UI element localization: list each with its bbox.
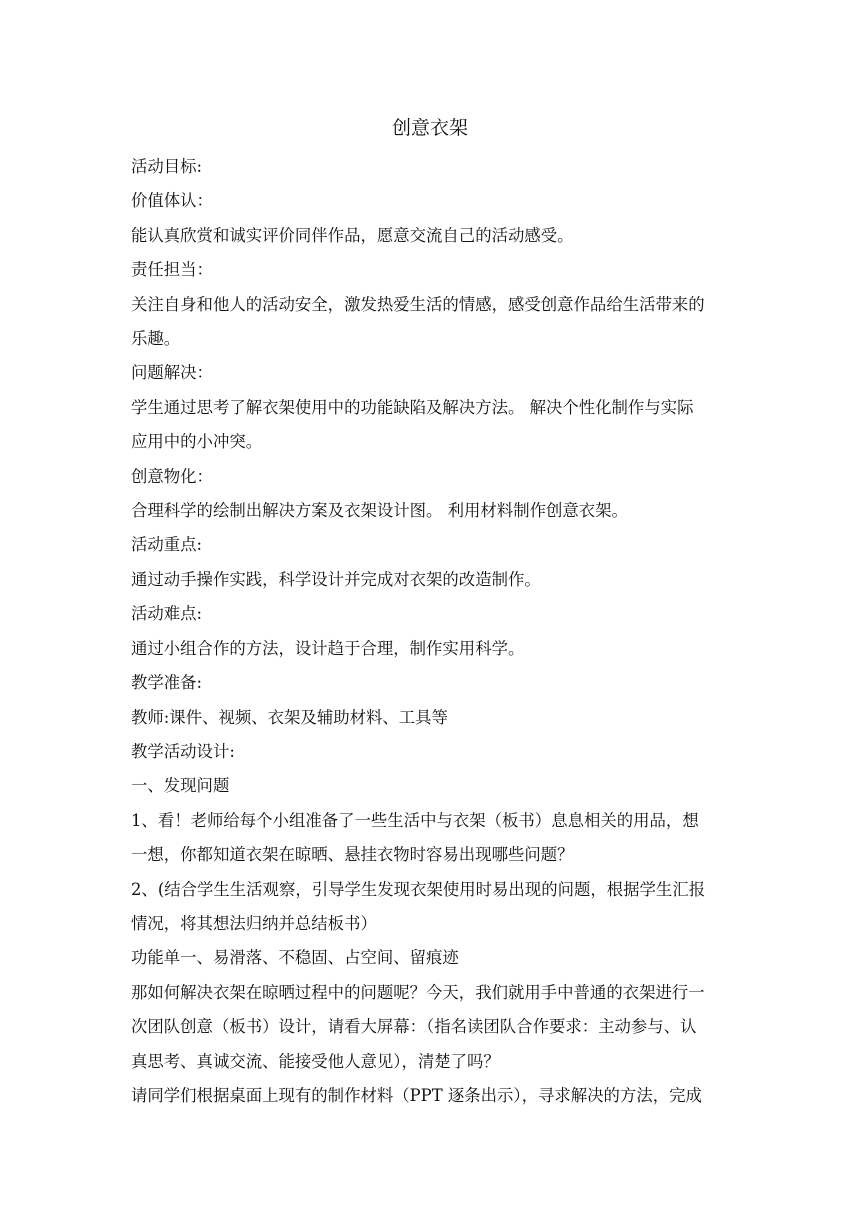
line-value-recognition-heading: 价值体认：	[131, 191, 213, 211]
line-key-points-heading: 活动重点:	[131, 535, 203, 555]
line-step-2-b: 情况，将其想法归纳并总结板书）	[131, 913, 377, 933]
line-preparation-heading: 教学准备:	[131, 673, 203, 693]
line-responsibility-text-2: 乐趣。	[131, 329, 181, 349]
line-problem-list: 功能单一、易滑落、不稳固、占空间、留痕迹	[131, 948, 459, 968]
line-problem-solving-heading: 问题解决：	[131, 363, 213, 383]
line-solution-intro-1: 那如何解决衣架在晾晒过程中的问题呢？今天，我们就用手中普通的衣架进行一	[131, 982, 705, 1002]
line-creative-materialization-text: 合理科学的绘制出解决方案及衣架设计图。 利用材料制作创意衣架。	[131, 501, 628, 521]
line-preparation-text: 教师:课件、视频、衣架及辅助材料、工具等	[131, 707, 448, 727]
line-value-recognition-text: 能认真欣赏和诚实评价同伴作品，愿意交流自己的活动感受。	[131, 225, 574, 245]
line-problem-solving-text-1: 学生通过思考了解衣架使用中的功能缺陷及解决方法。 解决个性化制作与实际	[131, 397, 694, 417]
line-activity-goals: 活动目标:	[131, 157, 203, 176]
line-section-find-problem: 一、发现问题	[131, 776, 230, 796]
line-problem-solving-text-2: 应用中的小冲突。	[131, 432, 263, 452]
line-step-2-a: 2、(结合学生生活观察，引导学生发现衣架使用时易出现的问题，根据学生汇报	[131, 879, 706, 899]
line-key-points-text: 通过动手操作实践，科学设计并完成对衣架的改造制作。	[131, 569, 541, 589]
line-solution-intro-3: 真思考、真诚交流、能接受他人意见），清楚了吗？	[131, 1051, 500, 1071]
line-solution-intro-2: 次团队创意（板书）设计，请看大屏幕：（指名读团队合作要求：主动参与、认	[131, 1017, 697, 1037]
line-step-1-a: 1、看！老师给每个小组准备了一些生活中与衣架（板书）息息相关的用品，想	[131, 810, 699, 830]
line-creative-materialization-heading: 创意物化：	[131, 466, 213, 486]
line-activity-design-heading: 教学活动设计:	[131, 741, 235, 761]
line-responsibility-heading: 责任担当：	[131, 260, 213, 280]
line-responsibility-text-1: 关注自身和他人的活动安全，激发热爱生活的情感，感受创意作品给生活带来的	[131, 294, 705, 314]
line-step-1-b: 一想，你都知道衣架在晾晒、悬挂衣物时容易出现哪些问题？	[131, 845, 574, 865]
line-materials-instruction: 请同学们根据桌面上现有的制作材料（PPT 逐条出示），寻求解决的方法，完成	[131, 1085, 702, 1105]
document-body	[131, 150, 731, 1113]
line-difficulties-text: 通过小组合作的方法，设计趋于合理，制作实用科学。	[131, 638, 525, 658]
line-difficulties-heading: 活动难点:	[131, 604, 203, 624]
document-title: 创意衣架	[391, 117, 468, 139]
